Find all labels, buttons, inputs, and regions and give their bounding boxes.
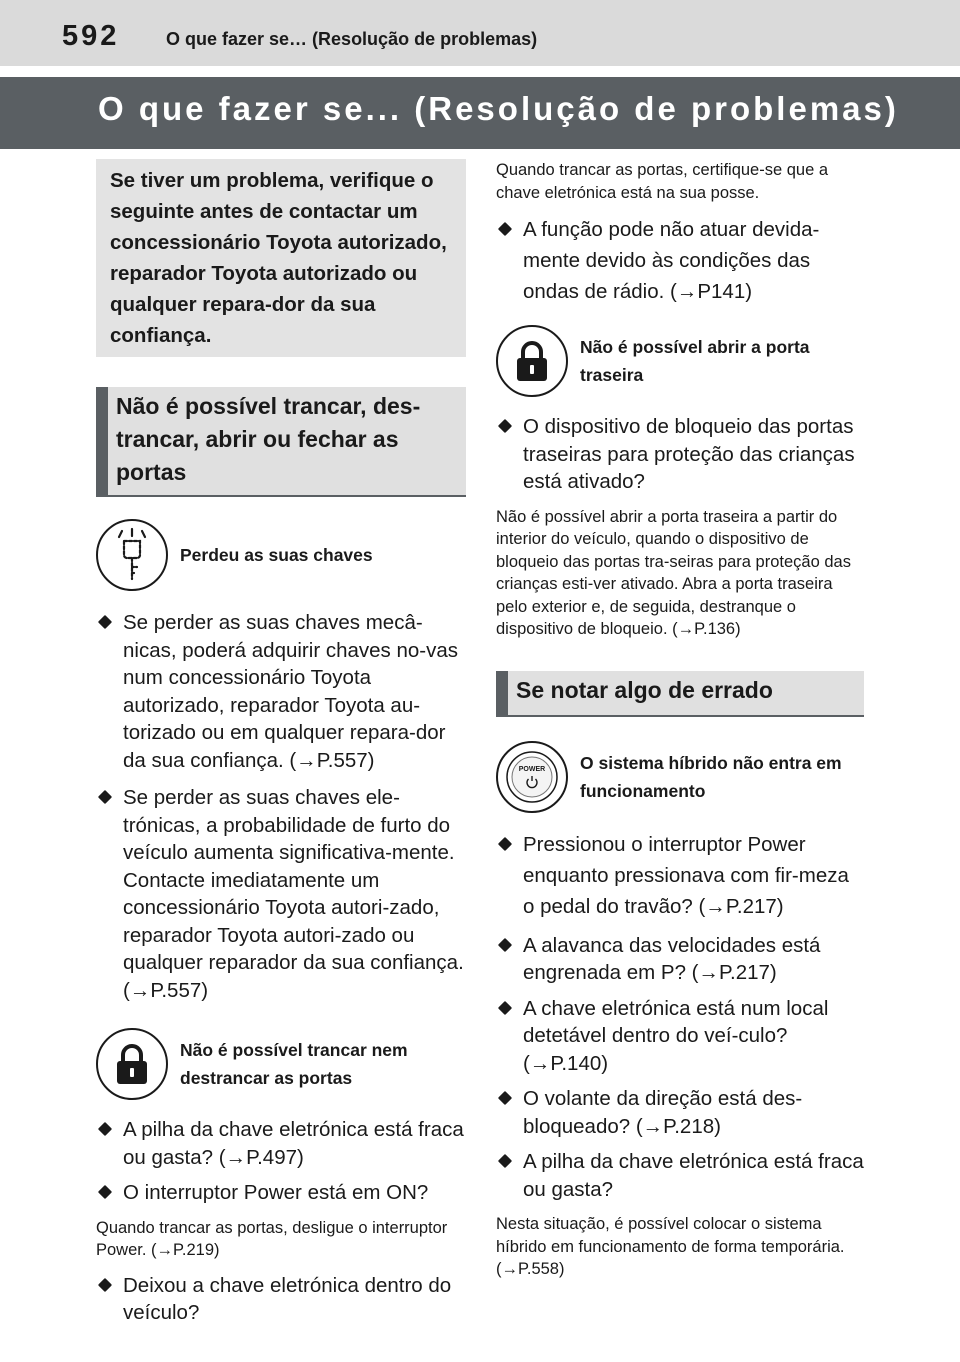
list-item: A pilha da chave eletrónica está fraca ou gasta? <box>496 1148 864 1203</box>
section-heading-doors <box>96 387 466 497</box>
note-text: Nesta situação, é possível colocar o sistema híbrido em funcionamento de forma temporária. (→P.558) <box>496 1215 845 1278</box>
list-item: O dispositivo de bloqueio das portas traseiras para proteção das crianças está ativado? <box>496 413 864 496</box>
subheading-lock-unlock <box>96 1028 466 1100</box>
intro-box: Se tiver um problema, verifique o seguinte antes de contactar um concessionário Toyota autorizado, reparador Toyota autorizado ou qualquer repara-dor da sua confiança. <box>96 159 466 357</box>
note-text: Quando trancar as portas, certifique-se que a chave eletrónica está na sua posse. <box>496 161 829 202</box>
left-column <box>96 159 466 1327</box>
running-head: O que fazer se… (Resolução de problemas) <box>166 29 538 49</box>
subheading-rear-door-text: Não é possível abrir a porta traseira <box>580 337 810 385</box>
section-heading-something-wrong <box>496 671 864 717</box>
list-item: Deixou a chave eletrónica dentro do veículo? <box>96 1272 466 1327</box>
note-text: Não é possível abrir a porta traseira a partir do interior do veículo, quando o dispositivo de bloqueio das portas tra-seiras para proteção das crianças esti-ver ativado. Abra a porta traseira pelo exterior e, de seguida, destranque o dispositivo de bloqueio. (→P.136) <box>496 507 851 638</box>
list-item: Se perder as suas chaves mecâ-nicas, poderá adquirir chaves no-vas num concessionário Toyota autorizado, reparador Toyota au-torizado ou em qualquer repara-dor da sua confiança. (→P.557) <box>96 609 466 774</box>
power-button-icon <box>496 741 568 813</box>
note-text: Quando trancar as portas, desligue o interruptor Power. (→P.219) <box>96 1218 448 1259</box>
subheading-lost-keys-text: Perdeu as suas chaves <box>180 545 373 565</box>
list-item: Pressionou o interruptor Power enquanto pressionava com fir-meza o pedal do travão? (→P.217) <box>496 829 864 922</box>
lock-icon <box>96 1028 168 1100</box>
power-label: POWER <box>518 765 546 773</box>
list-item: O interruptor Power está em ON? <box>96 1179 466 1207</box>
key-icon <box>96 519 168 591</box>
right-column <box>496 159 864 1281</box>
lock-icon <box>496 325 568 397</box>
list-item: O volante da direção está des-bloqueado? (→P.218) <box>496 1085 864 1140</box>
list-item: A chave eletrónica está num local detetável dentro do veí-culo? (→P.140) <box>496 995 864 1078</box>
subheading-lock-unlock-text: Não é possível trancar nem destrancar as portas <box>180 1040 408 1088</box>
subheading-lost-keys <box>96 519 466 591</box>
section-heading-doors-text: Não é possível trancar, des-trancar, abrir ou fechar as portas <box>116 393 421 485</box>
list-item: A função pode não atuar devida-mente devido às condições das ondas de rádio. (→P141) <box>496 214 864 307</box>
section-heading-something-wrong-text: Se notar algo de errado <box>516 676 773 703</box>
list-item: Se perder as suas chaves ele-trónicas, a probabilidade de furto do veículo aumenta significativa-mente. Contacte imediatamente um concessionário Toyota autori-zado, reparador Toyota autori-zado ou qualquer reparador da sua confiança. (→P.557) <box>96 784 466 1004</box>
list-item: A pilha da chave eletrónica está fraca ou gasta? (→P.497) <box>96 1116 466 1171</box>
chapter-title: O que fazer se... (Resolução de problemas) <box>98 90 899 127</box>
list-item: A alavanca das velocidades está engrenada em P? (→P.217) <box>496 932 864 987</box>
subheading-hybrid-start <box>496 741 864 813</box>
subheading-rear-door <box>496 325 864 397</box>
subheading-hybrid-start-text: O sistema híbrido não entra em funcionamento <box>580 752 842 801</box>
page-number: 592 <box>62 20 120 52</box>
